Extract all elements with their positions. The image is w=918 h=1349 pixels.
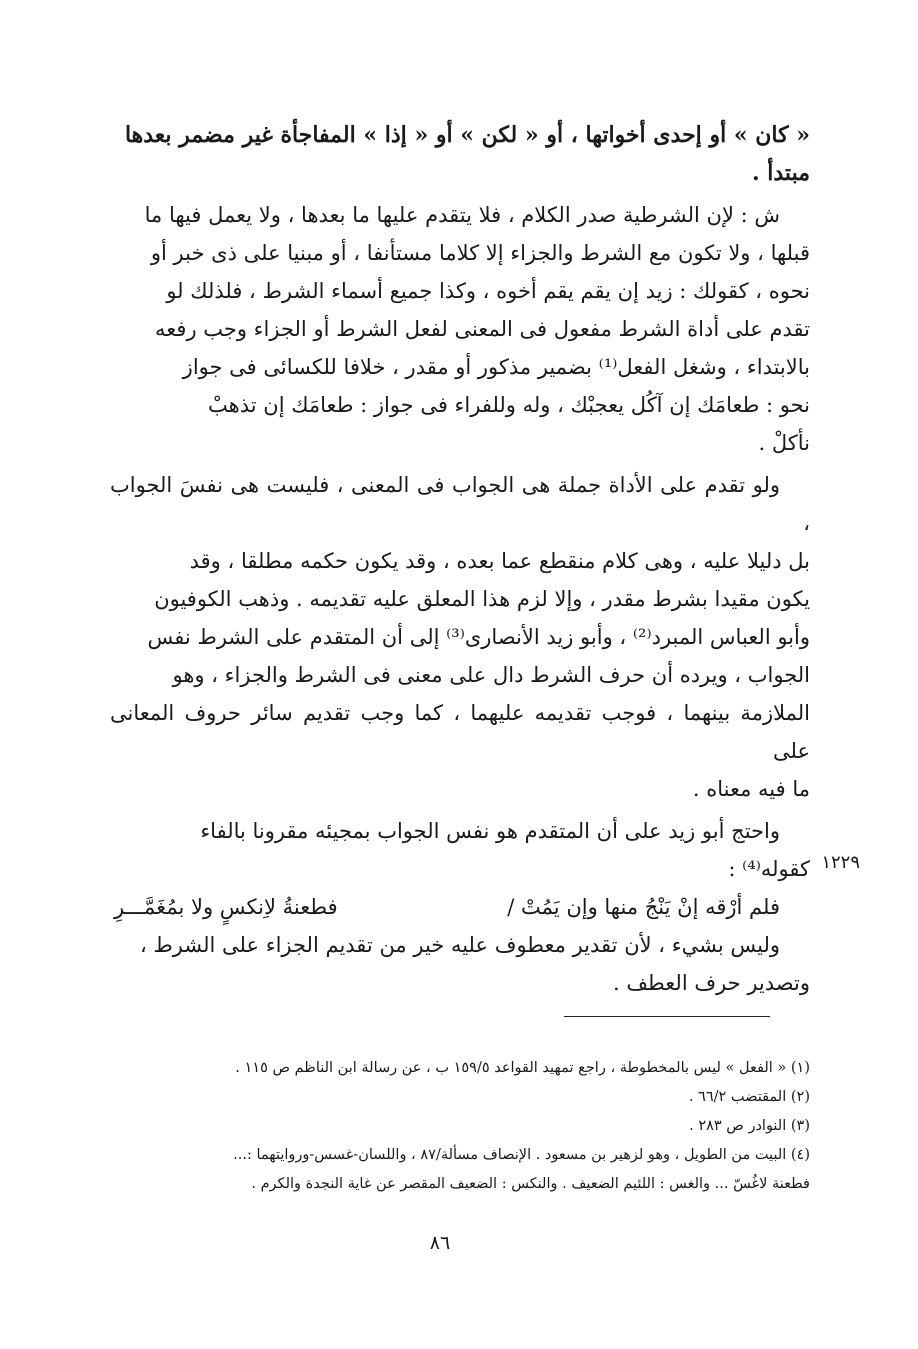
footnote-separator (564, 1016, 770, 1017)
text-line-6: تقدم على أداة الشرط مفعول فى المعنى لفعل الشرط أو الجزاء وجب رفعه (155, 317, 810, 341)
margin-line-number: ١٢٢٩ (821, 852, 860, 873)
text-line-21: وليس بشيء ، لأن تقدير معطوف عليه خير من تقديم الجزاء على الشرط ، (139, 933, 780, 957)
text-line-4: قبلها ، ولا تكون مع الشرط والجزاء إلا كلاما مستأنفا ، أو مبنيا على ذى خبر أو (150, 241, 810, 265)
footnote-2: (٢) المقتضب ٦٦/٢ . (688, 1089, 810, 1105)
footnote-4-continued: فطعنة لاغُسّ ... والغس : اللئيم الضعيف . والنكس : الضعيف المقصر عن غاية النجدة والكرم . (251, 1176, 810, 1192)
page-number: ٨٦ (429, 1232, 451, 1254)
verse-first-hemistich: فلم أرْقه إنْ يَنْجُ منها وإن يَمُتْ / (507, 895, 780, 919)
text-line-16: ما فيه معناه . (692, 777, 810, 801)
footnotes (100, 1054, 810, 1199)
footnote-4: (٤) البيت من الطويل ، وهو لزهير بن مسعود . الإنصاف مسألة/٨٧ ، واللسان-غسس-وروايتهما :... (233, 1147, 810, 1163)
text-line-7: بالابتداء ، وشغل الفعل⁽¹⁾ بضمير مذكور أو مقدر ، خلافا للكسائى فى جواز (182, 355, 810, 379)
text-line-14: الجواب ، ويرده أن حرف الشرط دال على معنى فى الشرط والجزاء ، وهو (172, 663, 810, 687)
verse-second-hemistich: فطعنةُ لاِنكسٍ ولا بمُغَمَّـــرِ (114, 895, 338, 919)
footnote-3: (٣) النوادر ص ٢٨٣ . (689, 1118, 810, 1134)
text-line-11: بل دليلا عليه ، وهى كلام منقطع عما بعده ، وقد يكون حكمه مطلقا ، وقد (189, 549, 810, 573)
main-text (110, 116, 810, 1002)
text-line-22: وتصدير حرف العطف . (612, 971, 810, 995)
text-line-2: مبتدأ . (751, 160, 810, 186)
text-line-18: كقوله⁽⁴⁾ : (728, 857, 810, 881)
text-line-5: نحوه ، كقولك : زيد إن يقم يقم أخوه ، وكذا جميع أسماء الشرط ، فلذلك لو (166, 279, 810, 303)
text-line-17: واحتج أبو زيد على أن المتقدم هو نفس الجواب بمجيئه مقرونا بالفاء (200, 819, 780, 843)
text-line-13: وأبو العباس المبرد⁽²⁾ ، وأبو زيد الأنصارى⁽³⁾ إلى أن المتقدم على الشرط نفس (147, 625, 810, 649)
text-line-1: « كان » أو إحدى أخواتها ، أو « لكن » أو « إذا » المفاجأة غير مضمر بعدها (124, 122, 810, 148)
poetry-verse (110, 888, 810, 926)
text-line-15: الملازمة بينهما ، فوجب تقديمه عليهما ، كما وجب تقديم سائر حروف المعانى على (110, 701, 810, 763)
text-line-8: نحو : طعامَك إن آكُل يعجبْك ، وله وللفراء فى جواز : طعامَك إن تذهبْ (208, 393, 810, 417)
text-line-10: ولو تقدم على الأداة جملة هى الجواب فى المعنى ، فليست هى نفسَ الجواب ، (110, 473, 810, 535)
text-line-9: نأكلْ . (758, 431, 810, 455)
text-line-12: يكون مقيدا بشرط مقدر ، وإلا لزم هذا المعلق عليه تقديمه . وذهب الكوفيون (154, 587, 810, 611)
text-line-3: ش : لإن الشرطية صدر الكلام ، فلا يتقدم عليها ما بعدها ، ولا يعمل فيها ما (144, 203, 780, 227)
footnote-1: (١) « الفعل » ليس بالمخطوطة ، راجع تمهيد القواعد ١٥٩/٥ ب ، عن رسالة ابن الناظم ص ١١٥ . (235, 1060, 810, 1076)
